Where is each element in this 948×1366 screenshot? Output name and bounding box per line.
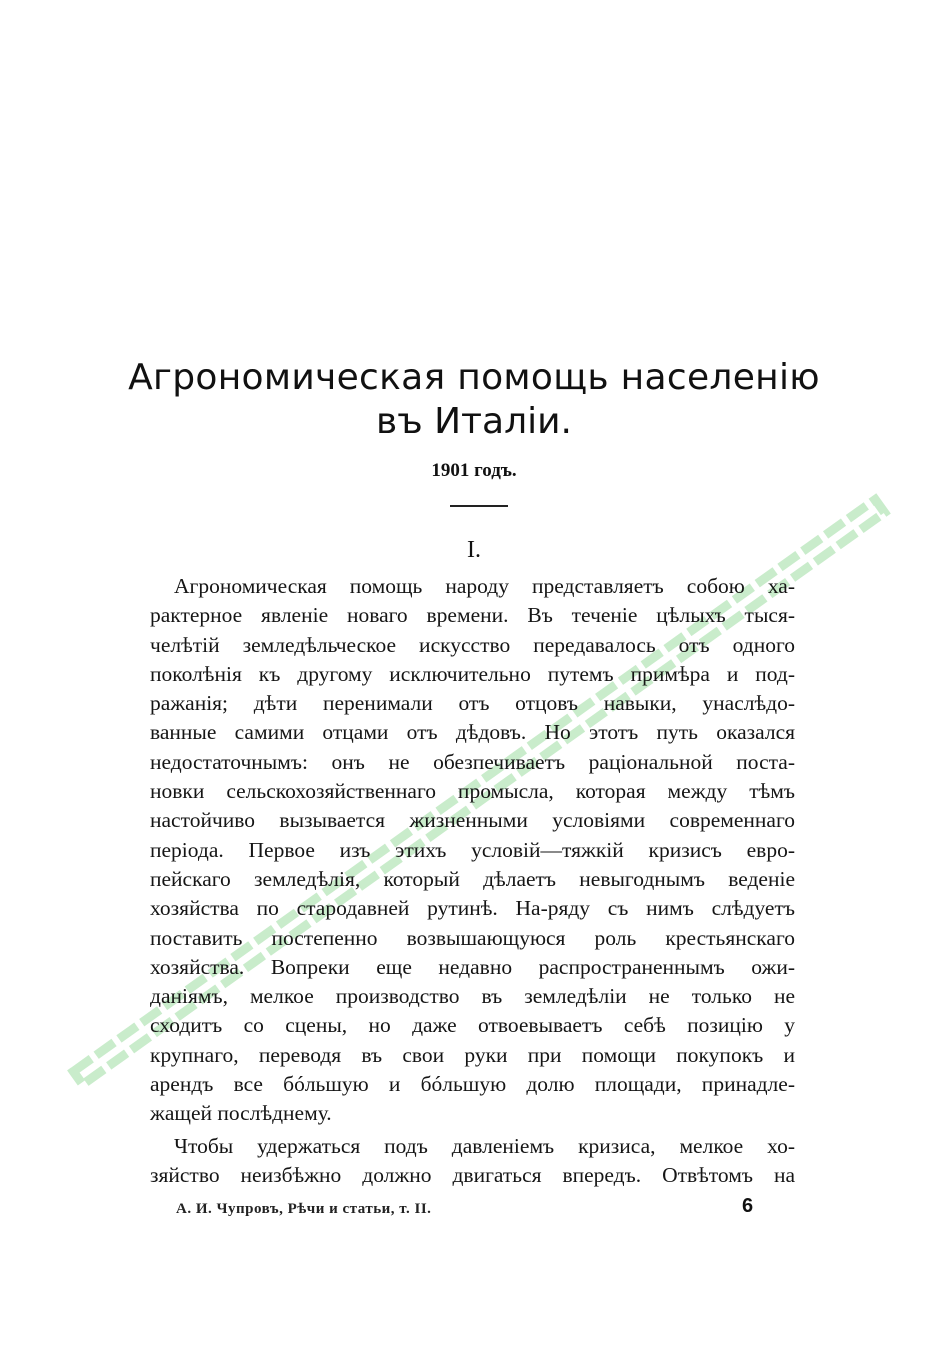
text-line: арендъ все бóльшую и бóльшую долю площади, принадле- — [150, 1072, 795, 1097]
paragraph-1 — [150, 572, 795, 1129]
text-line: поставить постепенно возвышающуюся роль крестьянскаго — [150, 925, 795, 950]
page-number: 6 — [742, 1195, 754, 1217]
text-line: ражанія; дѣти перенимали отъ отцовъ навыки, унаслѣдо- — [150, 691, 795, 716]
section-number: I. — [467, 537, 481, 563]
text-line: жащей послѣднему. — [150, 1101, 332, 1126]
article-title-line-2: въ Италіи. — [376, 401, 572, 442]
text-line: хозяйства. Вопреки еще недавно распространеннымъ ожи- — [150, 954, 795, 979]
article-year: 1901 годъ. — [431, 460, 517, 481]
text-line: поколѣнія къ другому исключительно путемъ примѣра и под- — [150, 661, 795, 686]
article-title-line-1: Агрономическая помощь населенію — [128, 357, 820, 398]
text-line: зяйство неизбѣжно должно двигаться впередъ. Отвѣтомъ на — [150, 1163, 795, 1188]
text-line: даніямъ, мелкое производство въ земледѣліи не только не — [150, 984, 795, 1009]
text-line: настойчиво вызывается жизненными условіями современнаго — [150, 808, 795, 833]
text-line: хозяйства по стародавней рутинѣ. На-ряду съ нимъ слѣдуетъ — [150, 896, 795, 921]
text-line: рактерное явленіе новаго времени. Въ теченіе цѣлыхъ тыся- — [150, 603, 795, 628]
text-line: недостаточнымъ: онъ не обезпечиваетъ раціональной поста- — [150, 749, 795, 774]
text-line: сходитъ со сцены, но даже отвоевываетъ себѣ позицію у — [150, 1013, 795, 1038]
paragraph-2 — [150, 1132, 795, 1191]
title-divider — [450, 505, 508, 507]
text-line: крупнаго, переводя въ свои руки при помощи покупокъ и — [150, 1042, 795, 1067]
footer-signature: А. И. Чупровъ, Рѣчи и статьи, т. II. — [176, 1201, 432, 1217]
text-line: ванные самими отцами отъ дѣдовъ. Но этотъ путь оказался — [150, 720, 795, 745]
text-line: новки сельскохозяйственнаго промысла, которая между тѣмъ — [150, 779, 795, 804]
text-line: Чтобы удержаться подъ давленіемъ кризиса, мелкое хо- — [174, 1134, 795, 1158]
text-line: періода. Первое изъ этихъ условій—тяжкій кризисъ евро- — [150, 837, 795, 862]
text-line: пейскаго земледѣлія, который дѣлаетъ невыгоднымъ веденіе — [150, 866, 795, 891]
text-line: Агрономическая помощь народу представляетъ собою ха- — [174, 574, 795, 598]
text-line: челѣтій земледѣльческое искусство передавалось отъ одного — [150, 632, 795, 657]
